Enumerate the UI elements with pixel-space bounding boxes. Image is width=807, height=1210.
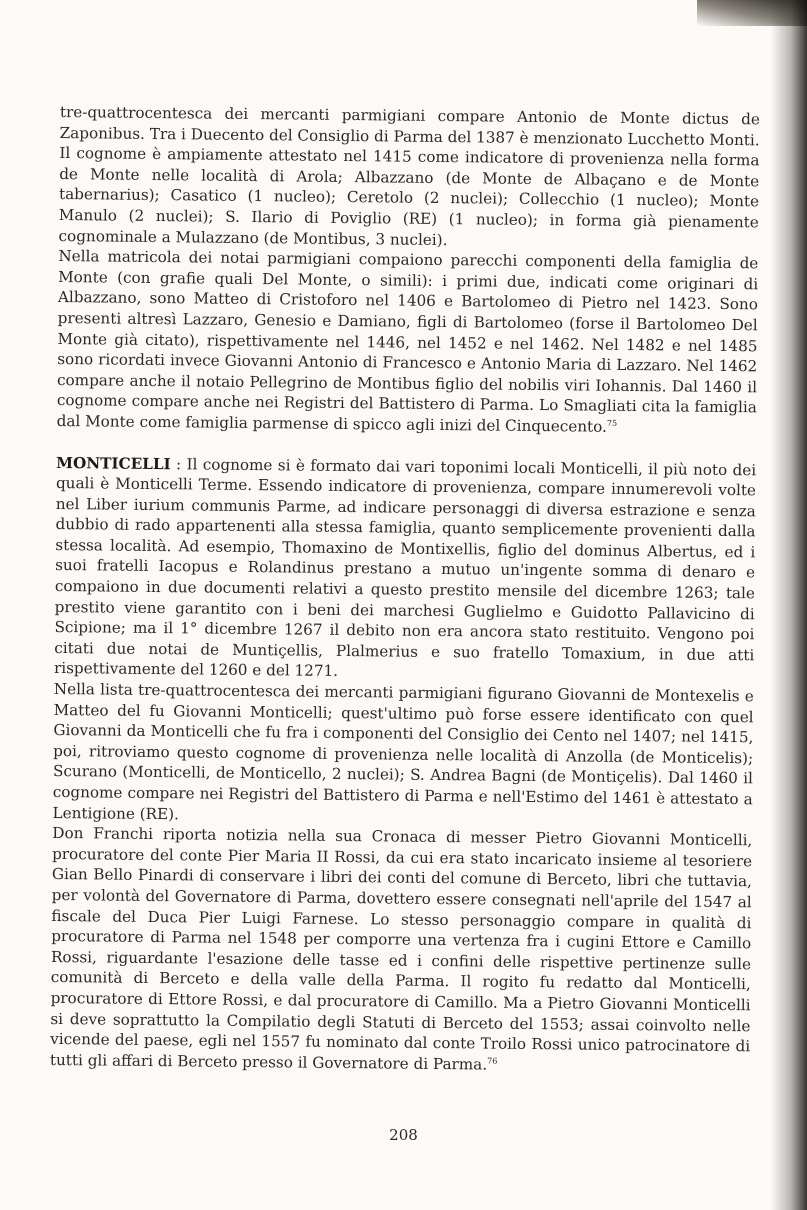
entry-monticelli-paragraph-3 [50, 823, 753, 1077]
entry-monticelli-paragraph-2 [52, 679, 753, 830]
paragraph-text: : Il cognome si è formato dai vari toponimi locali Monticelli, il più noto dei quali è Monticelli Terme. Essendo indicatore di provenienza, compare innumerevoli volte nel Liber iurium communis Parme, ad indicare personaggi di diversa estrazione e senza dubbio di rado appartenenti alla stessa famiglia, quanto semplicemente provenienti dalla stessa località. Ad esempio, Thomaxino de Montixellis, figlio del dominus Albertus, ed i suoi fratelli Iacopus e Rolandinus prestano a mutuo un'ingente somma di denaro e compaiono in due documenti relativi a questo prestito mensile del dicembre 1263; tale prestito viene garantito con i beni dei marchesi Guglielmo e Guidotto Pallavicino di Scipione; ma il 1° dicembre 1267 il debito non era ancora stato restituito. Vengono poi citati due notai de Muntiçellis, Plalmerius e suo fratello Tomaxium, in due atti rispettivamente del 1260 e del 1271. [53, 454, 757, 681]
entry-monticelli-paragraph-1 [54, 452, 756, 686]
paragraph-text: tre-quattrocentesca dei mercanti parmigiani compare Antonio de Monte dictus de Zaponibus. Tra i Duecento del Consiglio di Parma del 1387 è menzionato Lucchetto Monti. Il cognome è ampiamente attestato nel 1415 come indicatore di provenienza nella forma de Monte nelle località di Arola; Albazzano (de Monte de Albaçano e de Monte tabernarius); Casatico (1 nucleo); Ceretolo (2 nuclei); Collecchio (1 nucleo); Monte Manulo (2 nuclei); S. Ilario di Poviglio (RE) (1 nucleo); in forma già pienamente cognominale a Mulazzano (de Montibus, 3 nuclei). [58, 102, 760, 249]
footnote-ref: 75 [606, 418, 618, 428]
paragraph-text: Nella matricola dei notai parmigiani compaiono parecchi componenti della famiglia de Monte (con grafie quali Del Monte, o simili): i primi due, indicati come originari di Albazzano, sono Matteo di Cristoforo nel 1406 e Bartolomeo di Pietro nel 1423. Sono presenti altresì Lazzaro, Genesio e Damiano, figli di Bartolomeo (forse il Bartolomeo Del Monte già citato), rispettivamente nel 1446, nel 1452 e nel 1462. Nel 1482 e nel 1485 sono ricordati invece Giovanni Antonio di Francesco e Antonio Maria di Lazzaro. Nel 1462 compare anche il notaio Pellegrino de Montibus figlio del nobilis viri Iohannis. Dal 1460 il cognome compare anche nei Registri del Battistero di Parma. Lo Smagliati cita la famiglia dal Monte come famiglia parmense di spicco agli inizi del Cinquecento. [56, 247, 759, 436]
entry-monte-paragraph-1 [58, 102, 759, 253]
entry-monte-paragraph-2 [57, 246, 759, 439]
footnote-ref: 76 [487, 1056, 498, 1066]
page-text-body [50, 102, 760, 1078]
page-number: 208 [389, 1126, 418, 1144]
paragraph-text: Don Franchi riporta notizia nella sua Cronaca di messer Pietro Giovanni Monticelli, procuratore del conte Pier Maria II Rossi, da cui era stato incaricato insieme al tesoriere Gian Bello Pinardi di conservare i libri dei conti del comune di Berceto, libri che tuttavia, per volontà del Governatore di Parma, dovettero essere consegnati nell'aprile del 1547 al fiscale del Duca Pier Luigi Farnese. Lo stesso personaggio compare in qualità di procuratore di Parma nel 1548 per comporre una vertenza fra i cugini Ettore e Camillo Rossi, riguardante l'esazione delle tasse ed i confini delle rispettive pertinenze sulle comunità di Berceto e della valle della Parma. Il rogito fu redatto dal Monticelli, procuratore di Ettore Rossi, e dal procuratore di Camillo. Ma a Pietro Giovanni Monticelli si deve soprattutto la Compilatio degli Statuti di Berceto del 1553; assai coinvolto nelle vicende del paese, egli nel 1557 fu nominato dal conte Troilo Rossi unico patrocinatore di tutti gli affari di Berceto presso il Governatore di Parma. [49, 824, 753, 1074]
paragraph-text: Nella lista tre-quattrocentesca dei mercanti parmigiani figurano Giovanni de Montexelis e Matteo del fu Giovanni Monticelli; quest'ultimo può forse essere identificato con quel Giovanni da Monticelli che fu fra i componenti del Consiglio dei Cento nel 1407; nel 1415, poi, ritroviamo questo cognome di provenienza nelle località di Anzolla (de Monticelis); Scurano (Monticelli, de Monticello, 2 nuclei); S. Andrea Bagni (de Montiçelis). Dal 1460 il cognome compare nei Registri del Battistero di Parma e nell'Estimo del 1461 è attestato a Lentigione (RE). [52, 679, 754, 823]
entry-heading: MONTICELLI [56, 453, 171, 473]
page-edge-shadow [771, 0, 807, 1210]
